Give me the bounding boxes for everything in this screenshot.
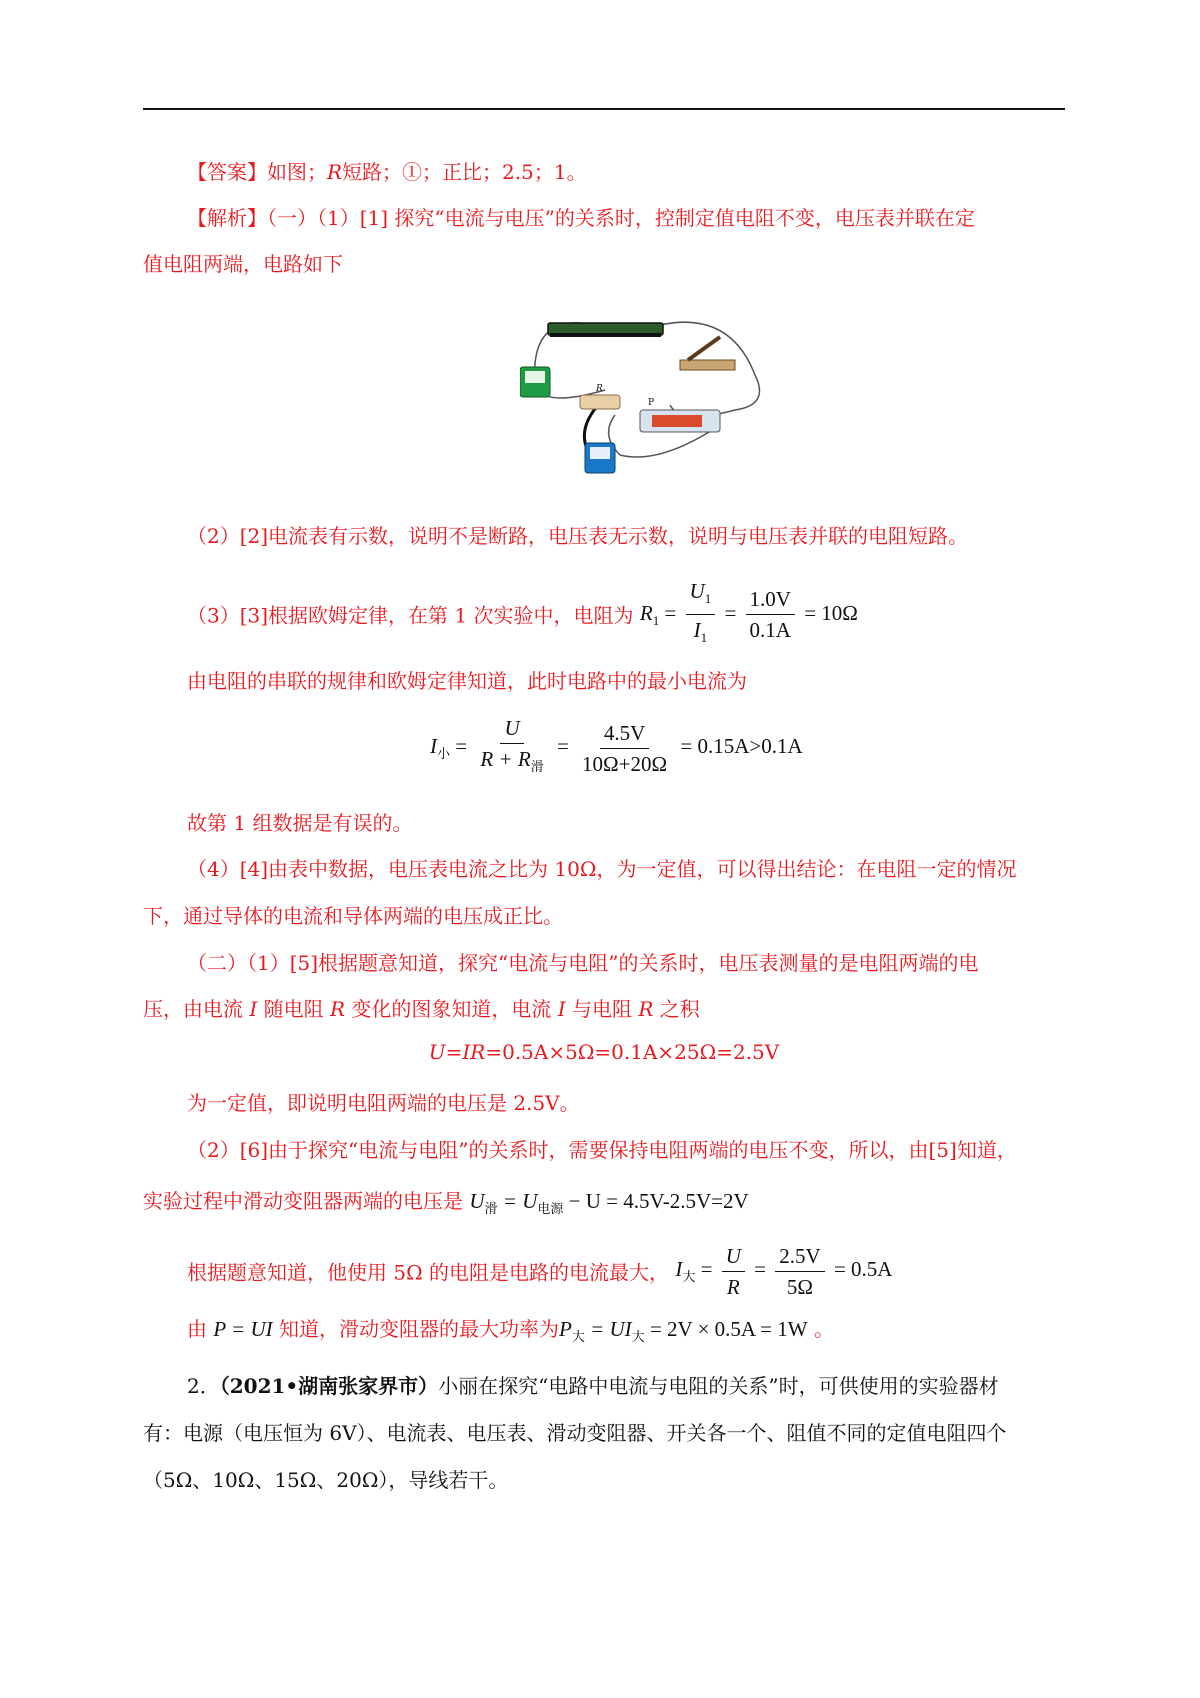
analysis-p3 (187, 578, 858, 651)
answer-text-b: 短路；①；正比；2.5；1。 (342, 160, 587, 184)
answer-label: 【答案】 (187, 160, 267, 184)
analysis-label: 【解析】 (187, 206, 267, 230)
wire-loop (535, 322, 760, 457)
p10-frac2: $\frac{2.5V}{5\Omega}$ (775, 1243, 824, 1300)
analysis-p9-line1: （2）[6]由于探究“电流与电阻”的关系时，需要保持电阻两端的电压不变，所以，由[5]知道， (187, 1138, 1017, 1162)
analysis-p9-line2: 实验过程中滑动变阻器两端的电压是 $U_滑 = U_{电源} - U = 4.5V-2.5V=2V$ (143, 1189, 749, 1218)
resistor-icon (580, 384, 620, 409)
p4-frac1: $\frac{U}{R + R_滑}$ (480, 716, 544, 776)
p3-text: （3）[3]根据欧姆定律，在第 1 次实验中，电阻为 (187, 603, 634, 628)
p4-formula-line (430, 715, 803, 781)
p3-lhs-sub: 1 (652, 612, 660, 628)
rheostat-icon (640, 398, 720, 432)
circuit-diagram (520, 315, 780, 495)
analysis-p1-line2: 值电阻两端，电路如下 (143, 252, 343, 276)
p3-formula: $R_1$ = $\frac{U_1}{I_1}$ = $\frac{1.0V}{0.1A}$ = 10Ω (640, 601, 858, 625)
answer-line (187, 156, 587, 185)
question2-line3: （5Ω、10Ω、15Ω、20Ω），导线若干。 (143, 1468, 509, 1492)
analysis-p7-line1: （二）（1）[5]根据题意知道，探究“电流与电阻”的关系时，电压表测量的是电阻两端的电 (187, 951, 979, 975)
analysis-line-1 (187, 202, 975, 231)
question2-line1: 2．（2021•湖南张家界市）小丽在探究“电路中电流与电阻的关系”时，可供使用的实验器材 (187, 1374, 999, 1398)
p3-frac2: $\frac{1.0V}{0.1A}$ (746, 586, 795, 643)
analysis-p6-line2: 下，通过导体的电流和导体两端的电压成正比。 (143, 904, 563, 928)
analysis-p7-equation: U=IR=0.5A×5Ω=0.1A×25Ω=2.5V (428, 1040, 780, 1064)
ammeter-icon (585, 443, 615, 473)
p9-formula: $U_滑 = U_{电源} - U = 4.5V-2.5V=2V$ (469, 1189, 749, 1218)
p4-formula: $I_小$ = $\frac{U}{R + R_滑}$ = $\frac{4.5V}{10\Omega+20\Omega}$ = 0.15A>0.1A (430, 734, 803, 758)
p4-lhs: I (430, 733, 437, 758)
answer-r-symbol: R (327, 160, 343, 184)
figure-label-p: P (648, 398, 655, 408)
p10-frac1: $\frac{U}{R}$ (722, 1243, 745, 1300)
p4-result: = 0.15A>0.1A (680, 733, 803, 758)
analysis-p2: （2）[2]电流表有示数，说明不是断路，电压表无示数，说明与电压表并联的电阻短路。 (187, 524, 969, 548)
p10-formula: $I_大$ = $\frac{U}{R}$ = $\frac{2.5V}{5\Omega}$ = 0.5A (675, 1244, 893, 1299)
analysis-p4: 由电阻的串联的规律和欧姆定律知道，此时电路中的最小电流为 (187, 669, 747, 693)
p11-formula: $P_大 = UI_大 = 2V \times 0.5A = 1W$ (559, 1317, 808, 1346)
figure-label-r: R (596, 384, 603, 394)
switch-icon (680, 337, 735, 370)
analysis-p6-line1: （4）[4]由表中数据，电压表电流之比为 10Ω，为一定值，可以得出结论：在电阻一定的情况 (187, 857, 1017, 881)
p4-frac2: $\frac{4.5V}{10\Omega+20\Omega}$ (582, 720, 668, 776)
analysis-p11: 由 P = UI 知道，滑动变阻器的最大功率为$P_大 = UI_大 = 2V \times 0.5A = 1W$ 。 (187, 1317, 834, 1346)
p3-result: = 10Ω (804, 600, 858, 625)
analysis-p8: 为一定值，即说明电阻两端的电压是 2.5V。 (187, 1091, 580, 1115)
analysis-p10: 根据题意知道，他使用 5Ω 的电阻是电路的电流最大， $I_大$ = $\frac{U}{R}$ = $\frac{2.5V}{5\Omega}$ = 0.5A (187, 1244, 893, 1299)
p3-lhs: R (639, 600, 653, 625)
question2-line2: 有：电源（电压恒为 6V）、电流表、电压表、滑动变阻器、开关各一个、阻值不同的定值电阻四个 (143, 1421, 1007, 1445)
analysis-p1-line1: （一）（1）[1] 探究“电流与电压”的关系时，控制定值电阻不变，电压表并联在定 (267, 206, 975, 230)
voltmeter-icon (520, 367, 550, 397)
header-rule (143, 108, 1065, 110)
p3-frac1: $\frac{U_1}{I_1}$ (686, 578, 716, 651)
answer-text-a: 如图； (267, 160, 327, 184)
p4-lhs-sub: 小 (437, 747, 451, 763)
analysis-p5: 故第 1 组数据是有误的。 (187, 811, 413, 835)
analysis-p7-line2: 压，由电流 I 随电阻 R 变化的图象知道，电流 I 与电阻 R 之积 (143, 997, 700, 1021)
